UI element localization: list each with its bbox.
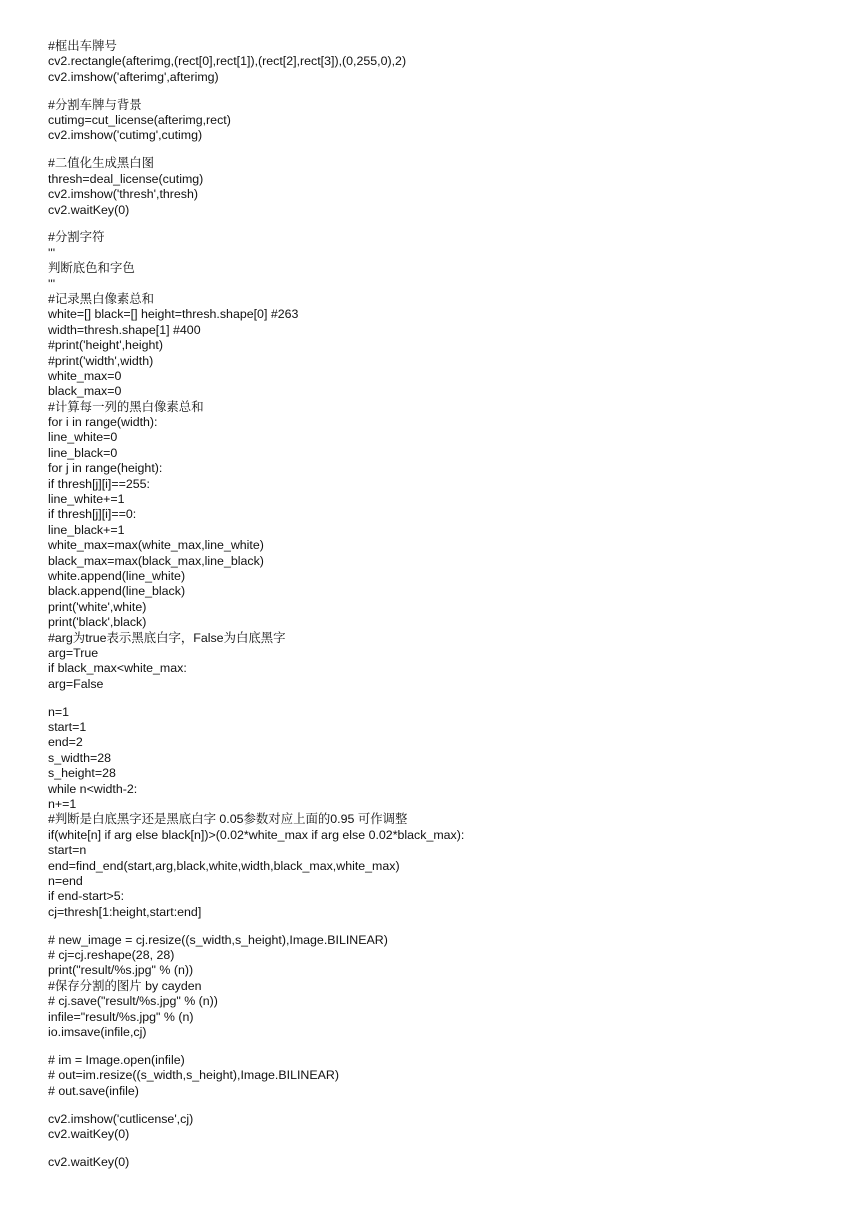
code-line: #arg为true表示黑底白字，False为白底黑字 (48, 630, 286, 645)
code-line: if black_max<white_max: (48, 661, 187, 676)
code-line: cv2.imshow('afterimg',afterimg) (48, 69, 219, 84)
code-line: cv2.imshow('cutimg',cutimg) (48, 128, 203, 143)
code-line: print('black',black) (48, 615, 147, 630)
code-line: line_white=0 (48, 430, 118, 445)
code-line: # im = Image.open(infile) (48, 1052, 185, 1067)
code-block (48, 156, 848, 218)
code-line: #print('height',height) (48, 338, 163, 353)
code-line: #记录黑白像素总和 (48, 291, 155, 306)
code-line: white_max=0 (48, 368, 122, 383)
code-line: cv2.waitKey(0) (48, 1154, 130, 1169)
code-line: cv2.imshow('thresh',thresh) (48, 187, 199, 202)
code-line: cj=thresh[1:height,start:end] (48, 904, 202, 919)
code-line: if end-start>5: (48, 889, 125, 904)
code-line: cutimg=cut_license(afterimg,rect) (48, 113, 231, 128)
code-line: s_width=28 (48, 750, 112, 765)
code-line: if thresh[j][i]==255: (48, 476, 150, 491)
code-line: ''' (48, 245, 56, 260)
code-line: infile="result/%s.jpg" % (n) (48, 1009, 194, 1024)
code-line: end=2 (48, 735, 83, 750)
code-line: start=n (48, 843, 87, 858)
code-block (48, 933, 848, 1041)
code-line: # cj=cj.reshape(28, 28) (48, 947, 175, 962)
code-line: thresh=deal_license(cutimg) (48, 171, 204, 186)
code-block (48, 39, 848, 85)
code-line: #判断是白底黑字还是黑底白字 0.05参数对应上面的0.95 可作调整 (48, 812, 408, 827)
code-line: cv2.waitKey(0) (48, 1126, 130, 1141)
code-line: black_max=max(black_max,line_black) (48, 553, 264, 568)
code-line: io.imsave(infile,cj) (48, 1024, 147, 1039)
code-line: black_max=0 (48, 384, 122, 399)
code-line: cv2.imshow('cutlicense',cj) (48, 1111, 194, 1126)
code-line: for i in range(width): (48, 415, 158, 430)
code-line: arg=True (48, 645, 99, 660)
code-line: # out.save(infile) (48, 1083, 139, 1098)
code-block (48, 1155, 848, 1170)
code-line: width=thresh.shape[1] #400 (48, 322, 201, 337)
code-document (48, 39, 848, 1183)
code-line: if(white[n] if arg else black[n])>(0.02*white_max if arg else 0.02*black_max): (48, 827, 465, 842)
code-line: # out=im.resize((s_width,s_height),Image.BILINEAR) (48, 1068, 339, 1083)
code-line: #计算每一列的黑白像素总和 (48, 399, 204, 414)
code-line: while n<width-2: (48, 781, 138, 796)
code-line: line_black+=1 (48, 522, 125, 537)
code-line: for j in range(height): (48, 461, 163, 476)
code-block (48, 1053, 848, 1099)
code-line: line_white+=1 (48, 492, 125, 507)
code-line: # cj.save("result/%s.jpg" % (n)) (48, 994, 218, 1009)
code-line: print("result/%s.jpg" % (n)) (48, 963, 194, 978)
code-line: #框出车牌号 (48, 39, 117, 53)
code-block (48, 230, 848, 692)
code-line: 判断底色和字色 (48, 261, 135, 276)
code-block (48, 1112, 848, 1143)
code-line: start=1 (48, 720, 87, 735)
code-line: white_max=max(white_max,line_white) (48, 538, 264, 553)
code-line: #二值化生成黑白图 (48, 156, 155, 171)
code-line: print('white',white) (48, 599, 147, 614)
code-line: end=find_end(start,arg,black,white,width,black_max,white_max) (48, 858, 400, 873)
code-line: s_height=28 (48, 766, 116, 781)
code-block (48, 705, 848, 920)
code-line: line_black=0 (48, 445, 118, 460)
code-line: cv2.waitKey(0) (48, 202, 130, 217)
code-line: cv2.rectangle(afterimg,(rect[0],rect[1]),(rect[2],rect[3]),(0,255,0),2) (48, 54, 407, 69)
code-block (48, 98, 848, 144)
code-line: #分割字符 (48, 230, 105, 245)
code-line: arg=False (48, 676, 104, 691)
code-line: n+=1 (48, 796, 77, 811)
code-line: if thresh[j][i]==0: (48, 507, 137, 522)
code-line: #print('width',width) (48, 353, 154, 368)
code-line: # new_image = cj.resize((s_width,s_height),Image.BILINEAR) (48, 932, 388, 947)
code-line: white.append(line_white) (48, 569, 186, 583)
code-line: black.append(line_black) (48, 584, 186, 599)
code-line: n=end (48, 873, 83, 888)
code-line: #分割车牌与背景 (48, 97, 142, 112)
code-line: white=[] black=[] height=thresh.shape[0] #263 (48, 307, 299, 322)
code-line: n=1 (48, 704, 70, 719)
code-line: ''' (48, 276, 56, 291)
code-line: #保存分割的图片 by cayden (48, 978, 202, 993)
